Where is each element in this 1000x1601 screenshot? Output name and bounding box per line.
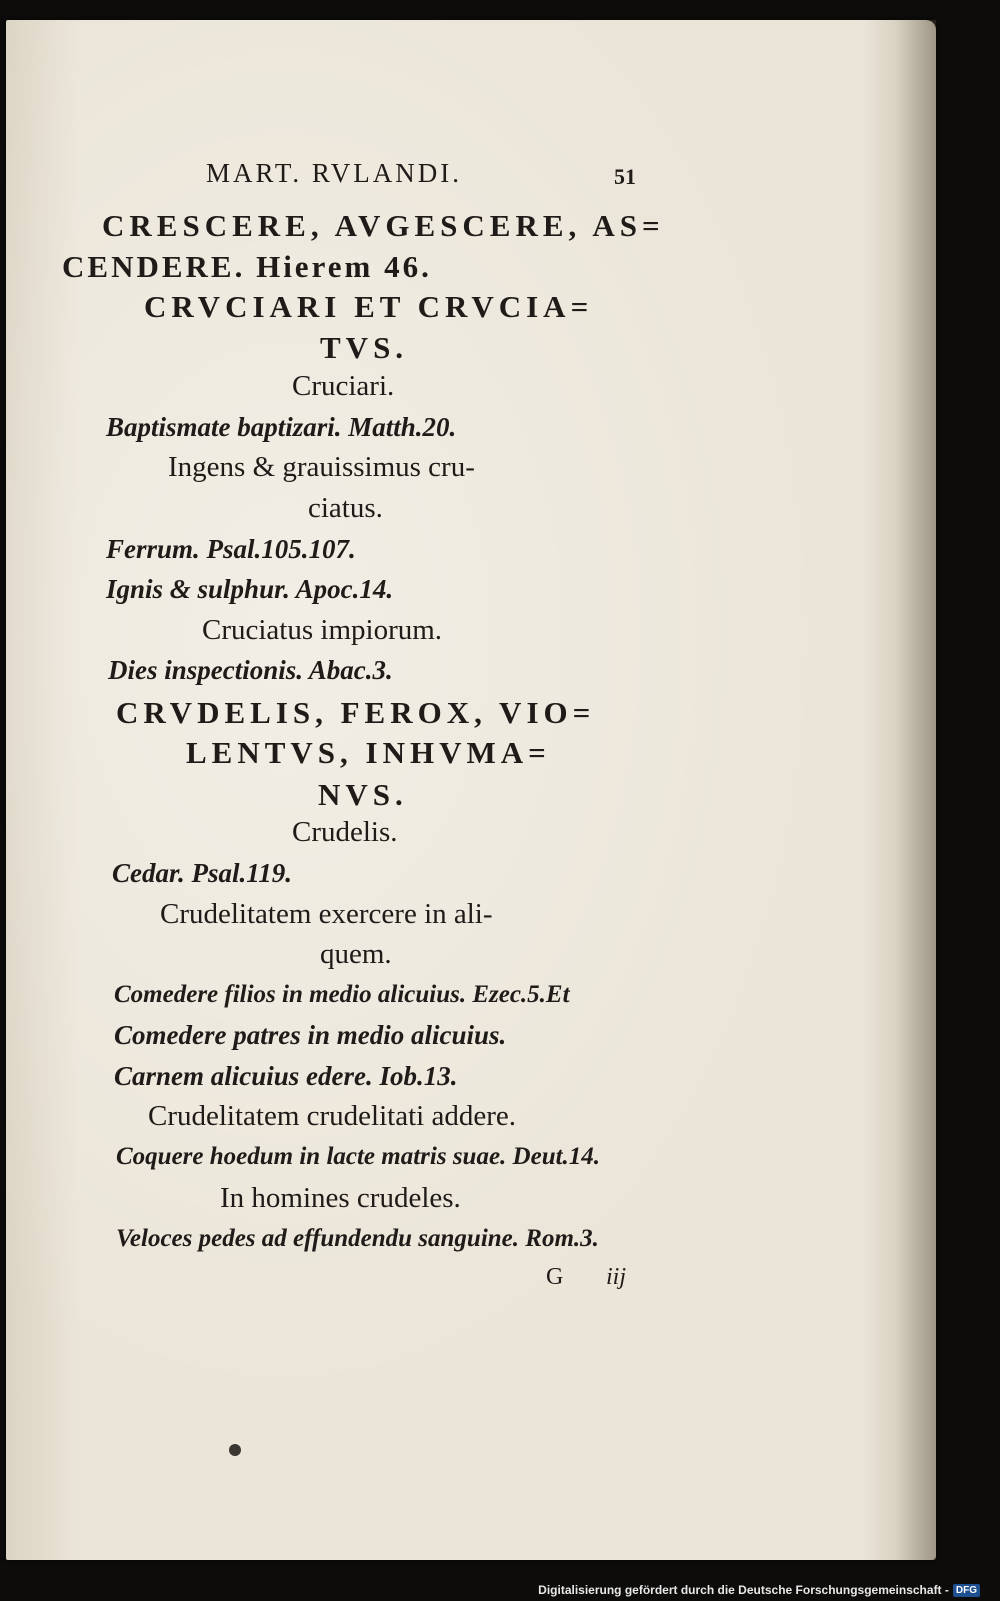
text-line-14: LENTVS, INHVMA= [186, 735, 551, 770]
text-line-22: Carnem alicuius edere. Iob.13. [114, 1061, 458, 1091]
text-line-4: TVS. [320, 330, 409, 365]
running-title: MART. RVLANDI. [206, 158, 462, 188]
text-line-23: Crudelitatem crudelitati addere. [148, 1100, 516, 1132]
page-edge-shadow [896, 20, 936, 1560]
ink-spot [229, 1444, 241, 1456]
text-line-6: Baptismate baptizari. Matth.20. [106, 412, 457, 442]
signature-letter: G [546, 1264, 564, 1290]
text-line-21: Comedere patres in medio alicuius. [114, 1020, 507, 1050]
text-line-16: Crudelis. [292, 816, 398, 848]
text-line-19: quem. [320, 938, 392, 970]
text-line-17: Cedar. Psal.119. [112, 858, 293, 888]
text-line-20: Comedere filios in medio alicuius. Ezec.5.Et [114, 981, 570, 1008]
digitization-footer [538, 1583, 980, 1597]
text-line-9: Ferrum. Psal.105.107. [106, 534, 356, 564]
text-line-11: Cruciatus impiorum. [202, 614, 443, 646]
text-line-8: ciatus. [308, 492, 383, 524]
text-line-18: Crudelitatem exercere in ali- [160, 898, 493, 930]
text-line-15: NVS. [318, 777, 408, 812]
text-line-10: Ignis & sulphur. Apoc.14. [106, 574, 394, 604]
text-line-13: CRVDELIS, FEROX, VIO= [116, 695, 596, 730]
text-line-2: CENDERE. Hierem 46. [62, 249, 432, 284]
text-line-1: CRESCERE, AVGESCERE, AS= [102, 208, 665, 243]
text-line-5: Cruciari. [292, 370, 395, 402]
text-line-3: CRVCIARI ET CRVCIA= [144, 289, 594, 324]
text-line-26: Veloces pedes ad effundendu sanguine. Rom.3. [116, 1225, 599, 1252]
dfg-logo-icon: DFG [953, 1584, 980, 1597]
text-line-25: In homines crudeles. [220, 1182, 461, 1214]
text-line-24: Coquere hoedum in lacte matris suae. Deut.14. [116, 1143, 601, 1170]
book-page [6, 20, 936, 1560]
footer-text: Digitalisierung gefördert durch die Deutsche Forschungsgemeinschaft - [538, 1583, 949, 1597]
text-line-7: Ingens & grauissimus cru- [168, 451, 475, 483]
text-line-12: Dies inspectionis. Abac.3. [108, 655, 393, 685]
page-number: 51 [614, 164, 636, 189]
signature-numeral: iij [606, 1264, 627, 1290]
